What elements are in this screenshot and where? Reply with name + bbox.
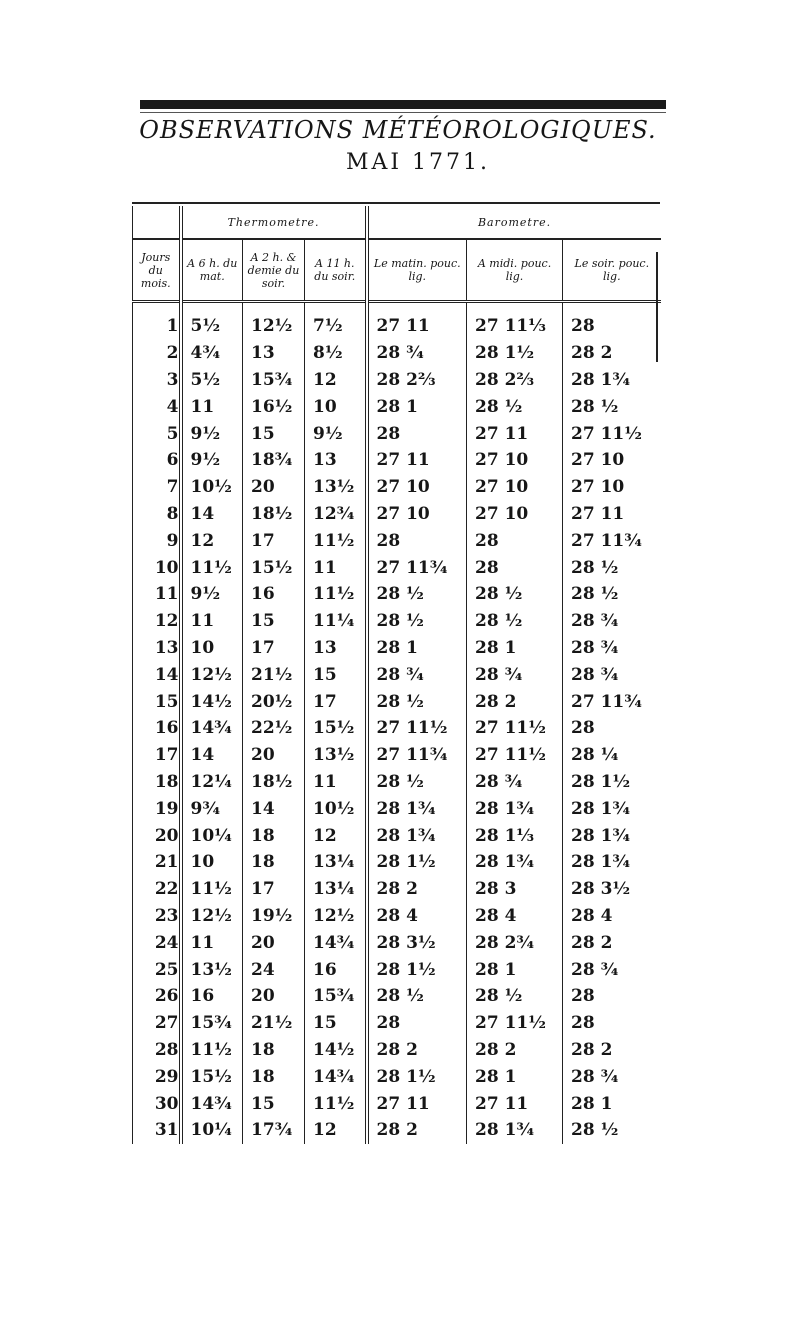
day-cell: 15 [133,688,181,715]
column-header-row [133,239,661,302]
day-cell: 28 [133,1037,181,1064]
thermo-2h-cell: 15¾ [243,367,305,394]
group-header-row [133,206,661,239]
baro-evening-cell: 28 1¾ [563,849,661,876]
baro-evening-cell: 28 [563,983,661,1010]
thermo-6h-cell: 12¼ [181,769,243,796]
baro-evening-cell: 28 [563,715,661,742]
baro-noon-cell: 27 11⅓ [467,302,563,340]
baro-morning-cell: 28 2 [367,876,467,903]
page-title: OBSERVATIONS MÉTÉOROLOGIQUES. [139,116,657,144]
thermo-11h-cell: 11½ [305,1090,367,1117]
table-row [133,822,661,849]
thermo-6h-cell: 12 [181,527,243,554]
thermo-6h-cell: 14 [181,501,243,528]
day-cell: 26 [133,983,181,1010]
day-cell: 5 [133,420,181,447]
thermo-11h-cell: 9½ [305,420,367,447]
table-row [133,635,661,662]
thermo-11h-cell: 11¼ [305,608,367,635]
baro-morning-cell: 28 ¾ [367,340,467,367]
baro-evening-cell: 28 1 [563,1090,661,1117]
thermo-11h-cell: 13 [305,447,367,474]
thermo-2h-cell: 20 [243,474,305,501]
thermo-2h-cell: 18 [243,822,305,849]
thermo-6h-cell: 16 [181,983,243,1010]
baro-morning-cell: 27 11¾ [367,742,467,769]
day-column-header: Jours du mois. [133,239,181,302]
thermo-2h-cell: 18½ [243,501,305,528]
thermo-2h-cell: 22½ [243,715,305,742]
thermo-11h-cell: 13½ [305,474,367,501]
page-subtitle: MAI 1771. [345,150,491,175]
table-row [133,688,661,715]
thermo-11h-cell: 12 [305,367,367,394]
baro-evening-cell: 28 1¾ [563,822,661,849]
day-cell: 4 [133,393,181,420]
baro-noon-cell: 28 4 [467,903,563,930]
thermo-11h-cell: 15½ [305,715,367,742]
day-cell: 21 [133,849,181,876]
thermo-2h-cell: 15 [243,608,305,635]
thermo-11h-cell: 12½ [305,903,367,930]
baro-noon-cell: 27 11½ [467,1010,563,1037]
thermo-6h-cell: 10 [181,635,243,662]
thermo-2h-cell: 15 [243,1090,305,1117]
thermo-11h-cell: 12¾ [305,501,367,528]
thermo-2h-cell: 21½ [243,661,305,688]
thermo-6h-cell: 15½ [181,1063,243,1090]
observations-body [133,302,661,1144]
day-cell: 18 [133,769,181,796]
baro-evening-cell: 28 ½ [563,1117,661,1144]
baro-morning-cell: 28 ½ [367,581,467,608]
thermo-6h-cell: 10¼ [181,822,243,849]
baro-morning-cell: 28 4 [367,903,467,930]
baro-evening-cell: 28 [563,302,661,340]
day-cell: 17 [133,742,181,769]
day-cell: 7 [133,474,181,501]
thermo-2h-cell: 13 [243,340,305,367]
thermo-11h-cell: 12 [305,1117,367,1144]
baro-noon-cell: 28 1 [467,635,563,662]
thermo-6h-cell: 10½ [181,474,243,501]
thermo-2h-cell: 17¾ [243,1117,305,1144]
day-cell: 29 [133,1063,181,1090]
baro-noon-cell: 28 3 [467,876,563,903]
thermo-2h-cell: 20½ [243,688,305,715]
thermo-11h-cell: 14½ [305,1037,367,1064]
baro-noon-cell: 27 10 [467,447,563,474]
day-cell: 22 [133,876,181,903]
thermo-11h-cell: 11 [305,769,367,796]
baro-noon-cell: 28 1⅓ [467,822,563,849]
table-row [133,929,661,956]
table-row [133,742,661,769]
table-row [133,876,661,903]
title-rule [132,202,660,204]
baro-noon-cell: 28 2 [467,688,563,715]
baro-morning-cell: 27 10 [367,501,467,528]
thermo-2h-cell: 17 [243,876,305,903]
table-row [133,849,661,876]
table-row [133,956,661,983]
day-cell: 24 [133,929,181,956]
baro-evening-cell: 27 11¾ [563,688,661,715]
baro-evening-cell: 28 2 [563,340,661,367]
thermo-6h-cell: 12½ [181,661,243,688]
baro-noon-cell: 28 2¾ [467,929,563,956]
table-row [133,1090,661,1117]
baro-morning-cell: 28 ½ [367,983,467,1010]
table-row [133,393,661,420]
baro-noon-cell: 28 [467,527,563,554]
top-rule [140,100,666,109]
thermo-11h-cell: 14¾ [305,1063,367,1090]
day-cell: 16 [133,715,181,742]
baro-noon-cell: 27 11½ [467,715,563,742]
margin-rule [656,252,658,362]
day-cell: 30 [133,1090,181,1117]
baro-morning-cell: 28 ½ [367,608,467,635]
baro-noon-cell: 28 ½ [467,608,563,635]
day-cell: 2 [133,340,181,367]
table-row [133,527,661,554]
thermo-11h-cell: 13¼ [305,849,367,876]
thermo-2h-cell: 18 [243,1063,305,1090]
baro-morning-cell: 28 [367,1010,467,1037]
table-row [133,903,661,930]
day-cell: 25 [133,956,181,983]
thermo-6h-cell: 10 [181,849,243,876]
thermo-11h-cell: 11 [305,554,367,581]
thermo-6h-cell: 11½ [181,554,243,581]
day-cell: 8 [133,501,181,528]
thermo-11h-cell: 10½ [305,795,367,822]
baro-noon-cell: 28 1 [467,1063,563,1090]
baro-evening-cell: 28 ½ [563,393,661,420]
table-row [133,340,661,367]
thermo-2h-cell: 15 [243,420,305,447]
thermo-11h-cell: 13½ [305,742,367,769]
thermo-2h-cell: 16 [243,581,305,608]
baro-noon-cell: 27 11 [467,420,563,447]
baro-evening-cell: 28 ¾ [563,635,661,662]
barometre-header: Barometre. [367,206,661,239]
thermo-11h-cell: 8½ [305,340,367,367]
day-cell: 23 [133,903,181,930]
thermo-6h-cell: 9½ [181,581,243,608]
baro-morning-cell: 28 ¾ [367,661,467,688]
thermo-11h-cell: 13 [305,635,367,662]
baro-morning-cell: 27 11 [367,302,467,340]
blank-header-cell [133,206,181,239]
thermo-2h-cell: 17 [243,527,305,554]
thermo-2h-cell: 12½ [243,302,305,340]
thermo-2h-cell: 20 [243,929,305,956]
thermo-11h-cell: 10 [305,393,367,420]
baro-morning-cell: 27 10 [367,474,467,501]
baro-evening-cell: 28 ¼ [563,742,661,769]
baro-noon-cell: 28 ½ [467,983,563,1010]
table-row [133,581,661,608]
top-rule-thin [140,112,666,113]
day-cell: 19 [133,795,181,822]
day-cell: 6 [133,447,181,474]
table-row [133,769,661,796]
day-cell: 13 [133,635,181,662]
baro-noon-cell: 28 2⅔ [467,367,563,394]
thermo-11h-cell: 15 [305,1010,367,1037]
table-row [133,420,661,447]
baro-evening-cell: 28 1¾ [563,367,661,394]
thermo-6h-cell: 11½ [181,1037,243,1064]
thermo-11h-header: A 11 h. du soir. [305,239,367,302]
baro-noon-cell: 27 11 [467,1090,563,1117]
thermo-2h-cell: 20 [243,742,305,769]
table-row [133,1117,661,1144]
thermo-6h-cell: 11 [181,608,243,635]
baro-evening-cell: 28 ¾ [563,956,661,983]
thermo-6h-header: A 6 h. du mat. [181,239,243,302]
baro-morning-cell: 28 1¾ [367,822,467,849]
baro-noon-cell: 28 1¾ [467,849,563,876]
thermo-2h-cell: 20 [243,983,305,1010]
baro-evening-cell: 27 10 [563,474,661,501]
thermo-2h-cell: 15½ [243,554,305,581]
baro-noon-header: A midi. pouc. lig. [467,239,563,302]
thermo-6h-cell: 14 [181,742,243,769]
day-cell: 10 [133,554,181,581]
thermo-11h-cell: 11½ [305,527,367,554]
baro-evening-cell: 28 ½ [563,581,661,608]
thermo-6h-cell: 5½ [181,302,243,340]
baro-evening-cell: 28 2 [563,1037,661,1064]
baro-evening-cell: 27 10 [563,447,661,474]
thermo-6h-cell: 14¾ [181,1090,243,1117]
baro-noon-cell: 28 1 [467,956,563,983]
thermo-11h-cell: 16 [305,956,367,983]
day-cell: 12 [133,608,181,635]
table-row [133,554,661,581]
thermo-2h-cell: 14 [243,795,305,822]
table-row [133,661,661,688]
thermo-11h-cell: 17 [305,688,367,715]
table-row [133,1063,661,1090]
table-row [133,983,661,1010]
thermo-6h-cell: 9¾ [181,795,243,822]
baro-morning-header: Le matin. pouc. lig. [367,239,467,302]
thermo-6h-cell: 5½ [181,367,243,394]
table-row [133,302,661,340]
thermo-6h-cell: 12½ [181,903,243,930]
baro-evening-cell: 28 ½ [563,554,661,581]
table-row [133,608,661,635]
thermo-6h-cell: 14¾ [181,715,243,742]
baro-evening-cell: 28 3½ [563,876,661,903]
baro-evening-cell: 28 1½ [563,769,661,796]
day-cell: 3 [133,367,181,394]
thermo-11h-cell: 12 [305,822,367,849]
thermo-2h-cell: 17 [243,635,305,662]
table-row [133,715,661,742]
table-row [133,501,661,528]
baro-morning-cell: 27 11 [367,447,467,474]
baro-morning-cell: 28 [367,527,467,554]
observations-table [132,206,661,1144]
thermo-2h-cell: 18 [243,1037,305,1064]
baro-morning-cell: 27 11½ [367,715,467,742]
thermo-2h-cell: 18¾ [243,447,305,474]
baro-morning-cell: 28 [367,420,467,447]
baro-noon-cell: 28 ¾ [467,661,563,688]
baro-noon-cell: 28 1½ [467,340,563,367]
baro-evening-cell: 28 ¾ [563,661,661,688]
thermo-11h-cell: 15 [305,661,367,688]
baro-morning-cell: 27 11¾ [367,554,467,581]
thermo-6h-cell: 10¼ [181,1117,243,1144]
thermo-6h-cell: 11 [181,929,243,956]
baro-noon-cell: 28 1¾ [467,1117,563,1144]
thermo-2h-cell: 19½ [243,903,305,930]
baro-noon-cell: 27 11½ [467,742,563,769]
day-cell: 20 [133,822,181,849]
table-row [133,447,661,474]
baro-morning-cell: 28 2⅔ [367,367,467,394]
thermo-6h-cell: 15¾ [181,1010,243,1037]
day-cell: 9 [133,527,181,554]
thermo-6h-cell: 11½ [181,876,243,903]
day-cell: 14 [133,661,181,688]
baro-morning-cell: 28 2 [367,1037,467,1064]
baro-evening-cell: 27 11½ [563,420,661,447]
document-page [118,82,670,1232]
table-row [133,1037,661,1064]
baro-morning-cell: 28 ½ [367,769,467,796]
day-cell: 1 [133,302,181,340]
baro-evening-cell: 28 [563,1010,661,1037]
baro-morning-cell: 28 1¾ [367,795,467,822]
thermo-11h-cell: 7½ [305,302,367,340]
baro-morning-cell: 28 2 [367,1117,467,1144]
thermo-6h-cell: 14½ [181,688,243,715]
thermo-11h-cell: 11½ [305,581,367,608]
baro-morning-cell: 27 11 [367,1090,467,1117]
thermo-6h-cell: 4¾ [181,340,243,367]
baro-evening-cell: 27 11¾ [563,527,661,554]
thermo-2h-header: A 2 h. & demie du soir. [243,239,305,302]
baro-noon-cell: 28 ½ [467,393,563,420]
table-row [133,1010,661,1037]
baro-evening-cell: 28 ¾ [563,608,661,635]
table-row [133,367,661,394]
thermo-2h-cell: 18 [243,849,305,876]
thermo-11h-cell: 14¾ [305,929,367,956]
baro-evening-cell: 28 4 [563,903,661,930]
baro-morning-cell: 28 1½ [367,956,467,983]
baro-evening-cell: 27 11 [563,501,661,528]
thermo-2h-cell: 21½ [243,1010,305,1037]
baro-evening-header: Le soir. pouc. lig. [563,239,661,302]
thermo-2h-cell: 24 [243,956,305,983]
baro-morning-cell: 28 3½ [367,929,467,956]
thermo-6h-cell: 13½ [181,956,243,983]
baro-noon-cell: 28 [467,554,563,581]
baro-noon-cell: 28 ½ [467,581,563,608]
baro-noon-cell: 27 10 [467,501,563,528]
baro-morning-cell: 28 1 [367,635,467,662]
baro-noon-cell: 28 1¾ [467,795,563,822]
baro-noon-cell: 28 ¾ [467,769,563,796]
thermometre-header: Thermometre. [181,206,367,239]
thermo-11h-cell: 13¼ [305,876,367,903]
thermo-6h-cell: 9½ [181,420,243,447]
baro-noon-cell: 28 2 [467,1037,563,1064]
table-row [133,795,661,822]
baro-evening-cell: 28 2 [563,929,661,956]
thermo-2h-cell: 16½ [243,393,305,420]
baro-morning-cell: 28 1½ [367,849,467,876]
day-cell: 31 [133,1117,181,1144]
baro-morning-cell: 28 1½ [367,1063,467,1090]
table-row [133,474,661,501]
baro-evening-cell: 28 1¾ [563,795,661,822]
thermo-6h-cell: 9½ [181,447,243,474]
thermo-6h-cell: 11 [181,393,243,420]
thermo-11h-cell: 15¾ [305,983,367,1010]
day-cell: 27 [133,1010,181,1037]
day-cell: 11 [133,581,181,608]
baro-morning-cell: 28 ½ [367,688,467,715]
thermo-2h-cell: 18½ [243,769,305,796]
baro-noon-cell: 27 10 [467,474,563,501]
baro-evening-cell: 28 ¾ [563,1063,661,1090]
baro-morning-cell: 28 1 [367,393,467,420]
